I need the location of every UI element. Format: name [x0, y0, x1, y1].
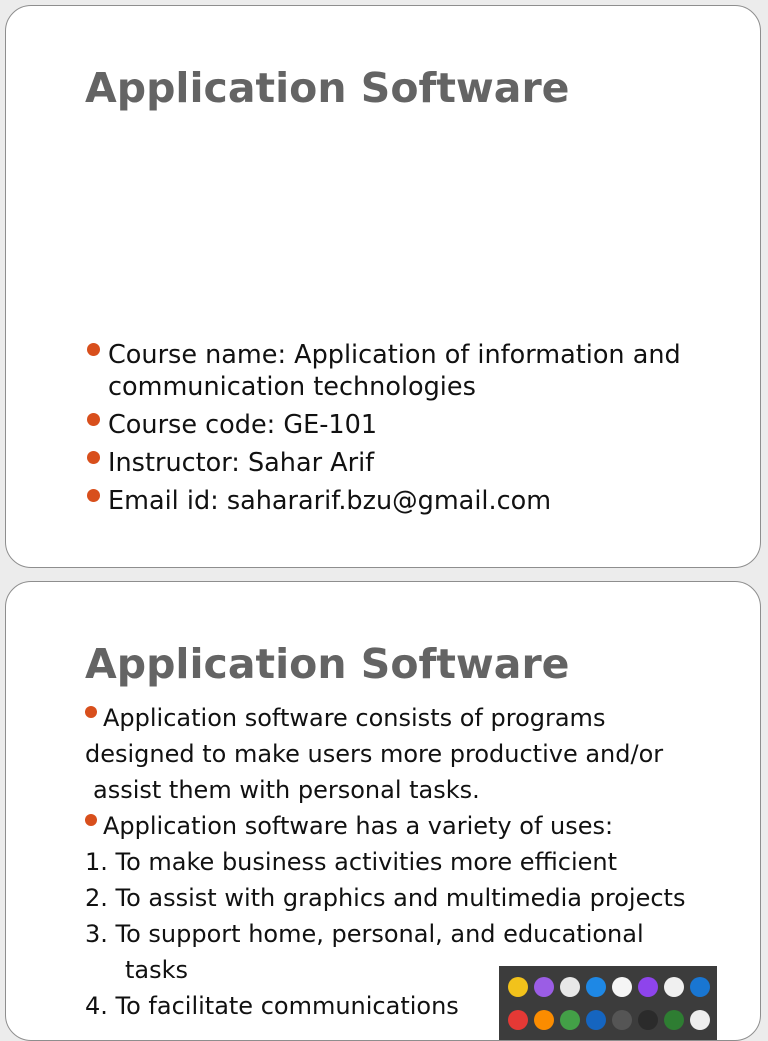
body-line: assist them with personal tasks.	[93, 776, 480, 804]
body-line: designed to make users more productive and/or	[85, 740, 664, 768]
numbered-item-1: 1. To make business activities more efficient	[85, 848, 618, 876]
bullet-dot-icon	[87, 413, 100, 426]
bullet-text: Email id: sahararif.bzu@gmail.com	[108, 486, 552, 516]
slide-2	[5, 581, 761, 1041]
dark-app-icon	[638, 1010, 658, 1030]
bullet-dot-icon	[87, 489, 100, 502]
green-app-icon	[560, 1010, 580, 1030]
phone-app-icon	[664, 1010, 684, 1030]
camera-app-icon	[612, 1010, 632, 1030]
bullet-email	[86, 485, 746, 517]
violet-app-icon	[638, 977, 658, 997]
bullet-text: Course name: Application of information and communication technologies	[108, 340, 681, 402]
orange-app-icon	[534, 1010, 554, 1030]
app-icons-image	[499, 966, 717, 1041]
bullet-text: Course code: GE-101	[108, 410, 378, 440]
chrome-app-icon	[508, 1010, 528, 1030]
purple-app-icon	[534, 977, 554, 997]
numbered-item-3: 3. To support home, personal, and educational	[85, 920, 644, 948]
bullet-course-code	[86, 409, 746, 441]
yellow-app-icon	[508, 977, 528, 997]
bullet-course-name	[86, 339, 746, 403]
body-line	[85, 808, 745, 844]
browser-app-icon	[586, 1010, 606, 1030]
bullet-dot-icon	[85, 706, 97, 718]
slide-1-bullet-list	[86, 339, 746, 523]
slide-1	[5, 5, 761, 568]
numbered-item-4: 4. To facilitate communications	[85, 992, 459, 1020]
body-text: Application software has a variety of uses:	[103, 812, 614, 840]
blue-app-icon	[586, 977, 606, 997]
body-text: Application software consists of programs	[103, 704, 606, 732]
bullet-dot-icon	[85, 814, 97, 826]
slide-1-title: Application Software	[85, 64, 570, 112]
cloud-app-icon	[690, 977, 710, 997]
bullet-dot-icon	[87, 451, 100, 464]
bullet-dot-icon	[87, 343, 100, 356]
body-line	[85, 700, 745, 736]
numbered-item-3-cont: tasks	[125, 956, 189, 984]
maps-app-icon	[664, 977, 684, 997]
numbered-item-2: 2. To assist with graphics and multimedia projects	[85, 884, 686, 912]
notes-app-icon	[690, 1010, 710, 1030]
slide-2-title: Application Software	[85, 640, 570, 688]
bullet-instructor	[86, 447, 746, 479]
clock-app-icon	[560, 977, 580, 997]
bullet-text: Instructor: Sahar Arif	[108, 448, 375, 478]
white-app-icon	[612, 977, 632, 997]
